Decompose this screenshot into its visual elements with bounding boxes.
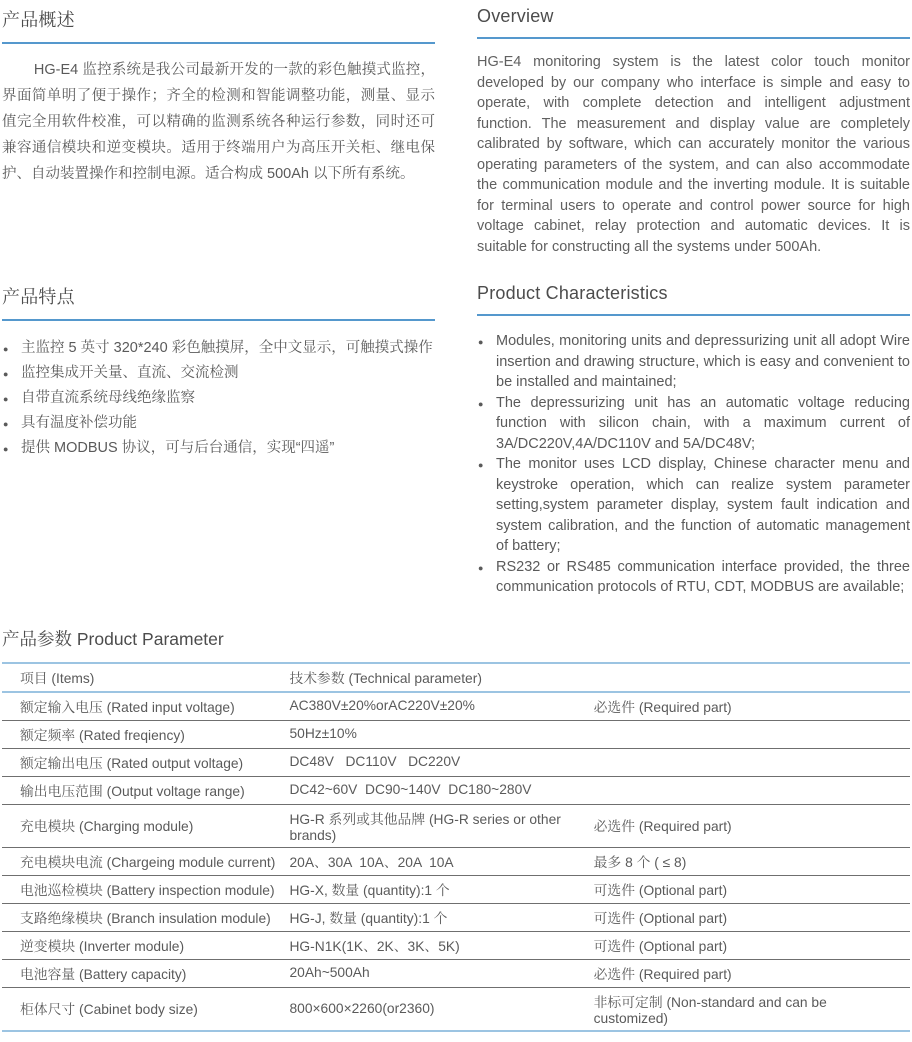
table-cell	[588, 748, 910, 776]
table-cell: DC42~60V DC90~140V DC180~280V	[289, 782, 532, 797]
table-cell: 必选件 (Required part)	[593, 819, 732, 834]
table-header-row	[2, 663, 910, 692]
table-cell	[588, 776, 910, 804]
bullet-item: ● 监控集成开关量、直流、交流检测	[2, 361, 435, 386]
table-row	[2, 875, 910, 903]
table-cell: 50Hz±10%	[289, 726, 357, 741]
features-en-list	[477, 331, 910, 598]
table-row	[2, 931, 910, 959]
table-row	[2, 692, 910, 721]
table-row	[2, 720, 910, 748]
section-overview-en	[477, 4, 910, 257]
features-zh-list	[2, 336, 435, 461]
bullet-item: ● RS232 or RS485 communication interface provided, the three communication protocols of RTU, CDT, MODBUS are available;	[477, 557, 910, 598]
section-product-parameters	[2, 626, 910, 1032]
table-row	[2, 903, 910, 931]
section-features-en	[477, 281, 910, 598]
bullet-item: ● 自带直流系统母线绝缘监察	[2, 386, 435, 411]
table-cell: 充电模块 (Charging module)	[20, 819, 194, 834]
overview-zh-paragraph: HG-E4 监控系统是我公司最新开发的一款的彩色触摸式监控，界面简单明了便于操作；齐全的检测和智能调整功能，测量、显示值完全用软件校准，可以精确的监测系统各种运行参数，同时还可兼容通信模块和逆变模块。适用于终端用户为高压开关柜、继电保护、自动装置操作和控制电源。适合构成 500Ah 以下所有系统。	[2, 62, 435, 182]
parameters-title: 产品参数 Product Parameter	[2, 628, 224, 649]
table-cell: 输出电压范围 (Output voltage range)	[20, 783, 245, 799]
table-cell: 逆变模块 (Inverter module)	[20, 938, 185, 954]
parameter-table-body	[2, 692, 910, 1031]
column-header-technical-parameter: 技术参数 (Technical parameter)	[289, 670, 482, 686]
features-zh-title: 产品特点	[2, 281, 435, 321]
column-header-note	[588, 663, 910, 692]
table-cell: 额定输入电压 (Rated input voltage)	[20, 699, 235, 715]
table-cell: 额定输出电压 (Rated output voltage)	[20, 755, 244, 771]
table-cell: HG-R 系列或其他品牌 (HG-R series or other brands)	[289, 811, 565, 843]
table-cell: DC48V DC110V DC220V	[289, 754, 461, 769]
table-cell: 必选件 (Required part)	[593, 966, 732, 982]
table-cell	[588, 720, 910, 748]
table-cell: 柜体尺寸 (Cabinet body size)	[20, 1002, 198, 1017]
table-cell: HG-X, 数量 (quantity):1 个	[289, 882, 450, 898]
two-column-layout	[2, 4, 910, 598]
table-cell: 800×600×2260(or2360)	[289, 1000, 435, 1016]
table-cell: 必选件 (Required part)	[593, 699, 732, 715]
table-cell: HG-N1K(1K、2K、3K、5K)	[289, 938, 460, 954]
table-cell: 可选件 (Optional part)	[593, 938, 728, 954]
bullet-item: ● 主监控 5 英寸 320*240 彩色触摸屏，全中文显示，可触摸式操作	[2, 336, 435, 361]
table-cell: 可选件 (Optional part)	[593, 910, 728, 926]
table-row	[2, 847, 910, 875]
table-cell: 20A、30A 10A、20A 10A	[289, 854, 454, 870]
table-cell: 20Ah~500Ah	[289, 965, 370, 980]
bullet-item: ● The monitor uses LCD display, Chinese character menu and keystroke operation, which can realize system parameter setting,system parameter display, system fault indication and system calibration, and the function of automatic management of battery;	[477, 454, 910, 557]
table-row	[2, 987, 910, 1031]
parameter-table	[2, 662, 910, 1032]
table-cell: 额定频率 (Rated freqiency)	[20, 727, 185, 743]
table-row	[2, 804, 910, 847]
bullet-item: ● 提供 MODBUS 协议，可与后台通信，实现“四遥”	[2, 436, 435, 461]
table-cell: HG-J, 数量 (quantity):1 个	[289, 910, 448, 926]
table-cell: 支路绝缘模块 (Branch insulation module)	[20, 910, 271, 926]
table-cell: 最多 8 个 ( ≤ 8)	[593, 854, 687, 870]
table-row	[2, 776, 910, 804]
section-overview-zh	[2, 4, 435, 257]
table-cell: 电池巡检模块 (Battery inspection module)	[20, 882, 275, 898]
table-cell: AC380V±20%orAC220V±20%	[289, 698, 475, 713]
bullet-item: ● Modules, monitoring units and depressurizing unit all adopt Wire insertion and drawing structure, which is easy and convenient to be installed and maintained;	[477, 331, 910, 393]
table-cell: 非标可定制 (Non-standard and can be customized)	[593, 994, 831, 1026]
table-row	[2, 959, 910, 987]
overview-en-title: Overview	[477, 4, 910, 39]
table-row	[2, 748, 910, 776]
bullet-item: ● The depressurizing unit has an automatic voltage reducing function with silicon chain, with a maximum current of 3A/DC220V,4A/DC110V and 5A/DC48V;	[477, 393, 910, 455]
column-header-items: 项目 (Items)	[20, 670, 95, 686]
bullet-item: ● 具有温度补偿功能	[2, 411, 435, 436]
table-cell: 可选件 (Optional part)	[593, 882, 728, 898]
overview-zh-title: 产品概述	[2, 4, 435, 44]
table-cell: 电池容量 (Battery capacity)	[20, 966, 187, 982]
overview-en-paragraph: HG-E4 monitoring system is the latest color touch monitor developed by our company who interface is simple and easy to operate, with complete detection and intelligent adjustment function. The measurement and display value are completely calibrated by software, which can accurately monitor the various operating parameters of the system, and can also accommodate the communication module and the inverting module. It is suitable for terminal users to operate and control power source for high voltage cabinet, relay protection and automatic devices. It is suitable for constructing all the systems under 500Ah.	[477, 54, 910, 255]
section-features-zh	[2, 281, 435, 598]
table-cell: 充电模块电流 (Chargeing module current)	[20, 854, 276, 870]
features-en-title: Product Characteristics	[477, 281, 910, 316]
